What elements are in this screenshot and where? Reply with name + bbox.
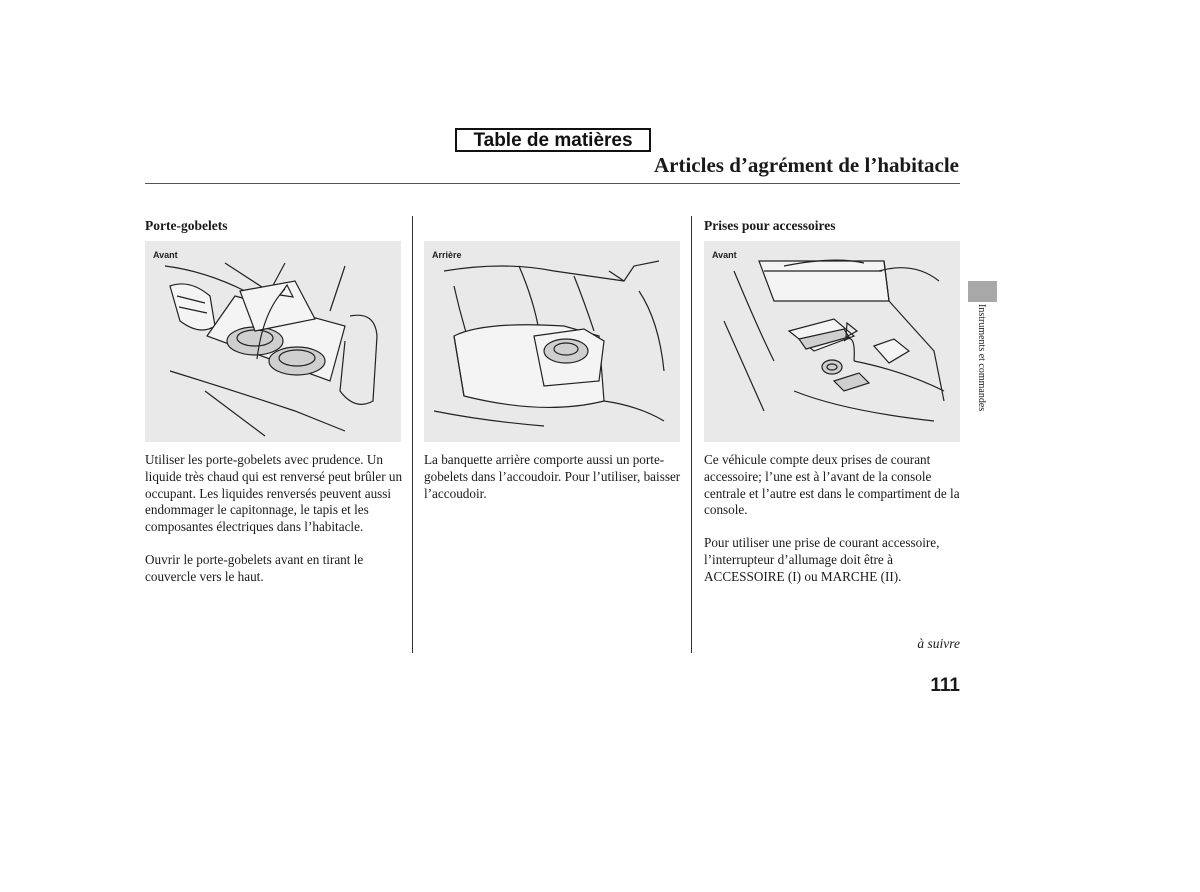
rear-cup-holder-illustration xyxy=(424,241,680,442)
continued-note: à suivre xyxy=(917,636,960,651)
paragraph: Ce véhicule compte deux prises de courant accessoire; l’une est à l’avant de la console centrale et l’autre est dans le compartiment de la console. xyxy=(704,452,960,518)
paragraph: Utiliser les porte-gobelets avec prudence. Un liquide très chaud qui est renversé peut brûler un occupant. Les liquides renversés peuvent aussi endommager le capitonnage, le tapis et les composantes électriques dans l’habitacle. xyxy=(145,452,403,535)
column-divider-left xyxy=(412,216,413,653)
figure-label-front: Avant xyxy=(153,250,178,260)
rear-cup-holder-text xyxy=(424,452,682,502)
page-number: 111 xyxy=(930,675,960,696)
accessory-sockets-text xyxy=(704,452,960,586)
cup-holders-text xyxy=(145,452,403,586)
front-cup-holder-illustration xyxy=(145,241,401,442)
table-of-contents-button[interactable]: Table de matières xyxy=(455,128,651,152)
section-tab-label: Instruments et commandes xyxy=(976,304,987,412)
column-divider-right xyxy=(691,216,692,653)
cup-holders-heading: Porte-gobelets xyxy=(145,218,228,233)
paragraph: Pour utiliser une prise de courant accessoire, l’interrupteur d’allumage doit être à ACCESSOIRE (I) ou MARCHE (II). xyxy=(704,535,940,584)
figure-label-front: Avant xyxy=(712,250,737,260)
front-cup-holder-drawing xyxy=(145,241,401,442)
accessory-sockets-heading: Prises pour accessoires xyxy=(704,218,836,233)
paragraph: La banquette arrière comporte aussi un porte-gobelets dans l’accoudoir. Pour l’utiliser, baisser l’accoudoir. xyxy=(424,452,681,501)
accessory-socket-illustration xyxy=(704,241,960,442)
accessory-socket-drawing xyxy=(704,241,960,442)
section-tab[interactable] xyxy=(968,281,997,302)
paragraph: Ouvrir le porte-gobelets avant en tirant le couvercle vers le haut. xyxy=(145,551,364,584)
page-title: Articles d’agrément de l’habitacle xyxy=(653,153,959,177)
figure-label-rear: Arrière xyxy=(432,250,462,260)
header-divider xyxy=(145,183,960,184)
rear-cup-holder-drawing xyxy=(424,241,680,442)
